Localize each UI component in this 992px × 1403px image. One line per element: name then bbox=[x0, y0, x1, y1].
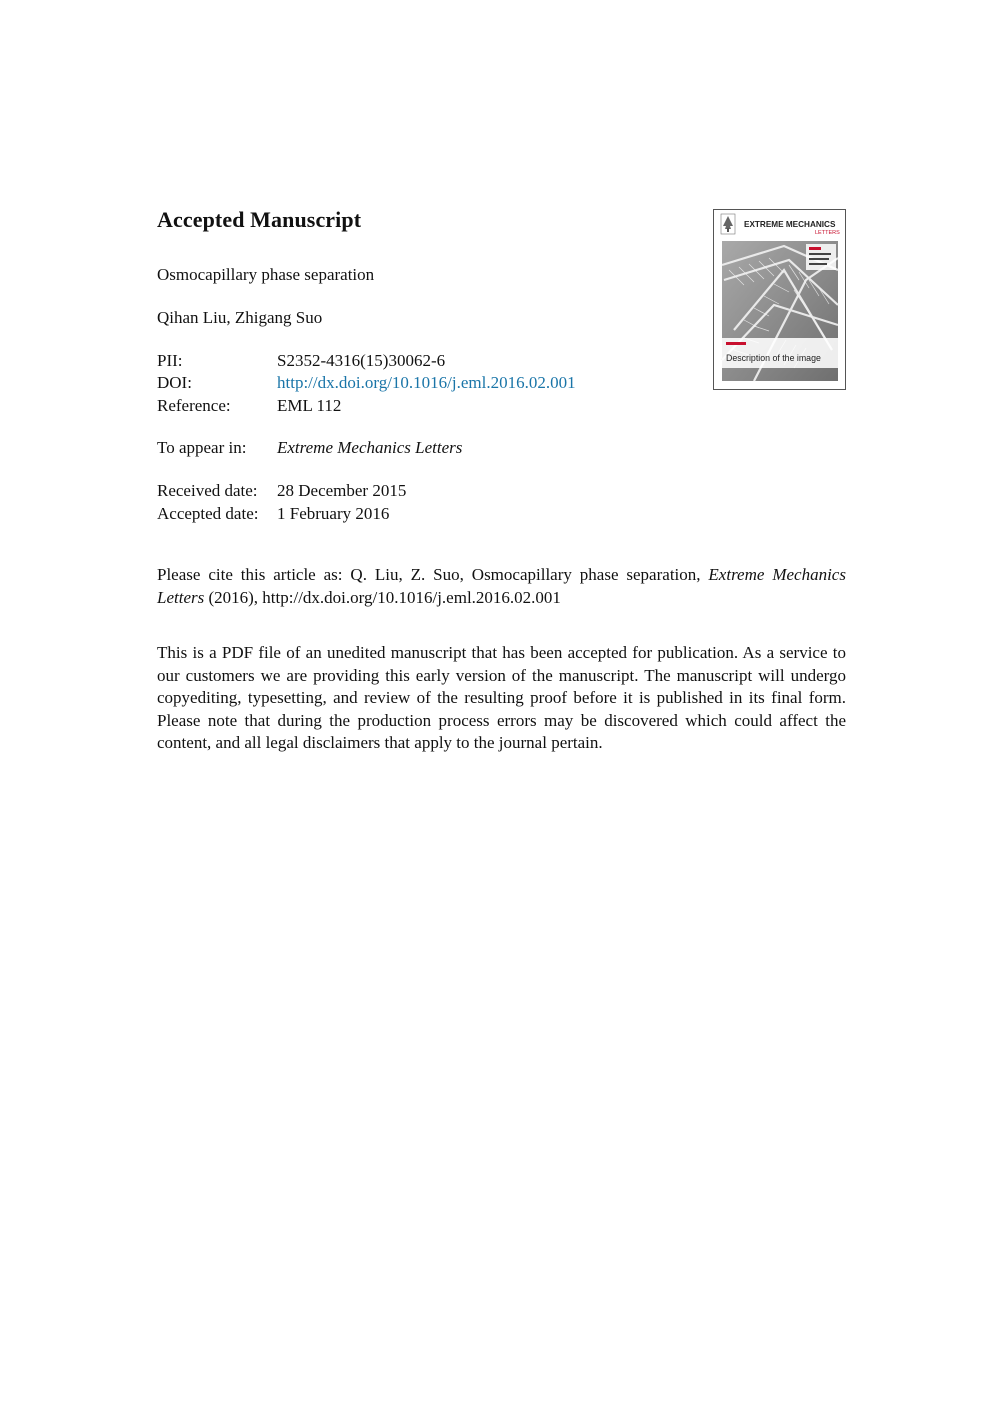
citation-journal: Extreme Mechanics Letters bbox=[157, 565, 846, 607]
received-value: 28 December 2015 bbox=[277, 481, 407, 500]
reference-label: Reference: bbox=[157, 396, 231, 415]
reference-value: EML 112 bbox=[277, 396, 342, 415]
page-heading: Accepted Manuscript bbox=[157, 207, 362, 232]
accepted-row bbox=[157, 504, 389, 524]
pii-row bbox=[157, 351, 445, 371]
appear-journal: Extreme Mechanics Letters bbox=[277, 438, 463, 457]
doi-row bbox=[157, 373, 576, 393]
doi-link[interactable]: http://dx.doi.org/10.1016/j.eml.2016.02.001 bbox=[277, 373, 576, 392]
journal-cover-image bbox=[713, 209, 846, 390]
article-title: Osmocapillary phase separation bbox=[157, 265, 375, 284]
appear-label: To appear in: bbox=[157, 438, 247, 457]
article-authors: Qihan Liu, Zhigang Suo bbox=[157, 308, 323, 327]
received-row bbox=[157, 481, 406, 501]
pii-label: PII: bbox=[157, 351, 183, 370]
citation-suffix: (2016), http://dx.doi.org/10.1016/j.eml.2016.02.001 bbox=[204, 587, 561, 607]
cover-journal-subtitle: LETTERS bbox=[815, 230, 840, 236]
pii-value: S2352-4316(15)30062-6 bbox=[277, 351, 446, 370]
elsevier-logo-icon bbox=[721, 214, 735, 234]
disclaimer-paragraph: This is a PDF file of an unedited manuscript that has been accepted for publication. As a service to our customers we are providing this early version of the manuscript. The manuscript will undergo copyediting, typesetting, and review of the resulting proof before it is published in its final form. Please note that during the production process errors may be discovered which could affect the content, and all legal disclaimers that apply to the journal pertain. bbox=[157, 643, 846, 752]
appear-row bbox=[157, 438, 462, 458]
received-label: Received date: bbox=[157, 481, 258, 500]
accepted-value: 1 February 2016 bbox=[277, 504, 390, 523]
accepted-label: Accepted date: bbox=[157, 504, 259, 523]
reference-row bbox=[157, 396, 341, 416]
cover-journal-title: EXTREME MECHANICS bbox=[744, 220, 836, 229]
citation-paragraph bbox=[157, 564, 846, 609]
doi-label: DOI: bbox=[157, 373, 192, 392]
cover-caption: Description of the image bbox=[726, 353, 821, 363]
citation-prefix: Please cite this article as: Q. Liu, Z. Suo, Osmocapillary phase separation, bbox=[157, 565, 709, 584]
